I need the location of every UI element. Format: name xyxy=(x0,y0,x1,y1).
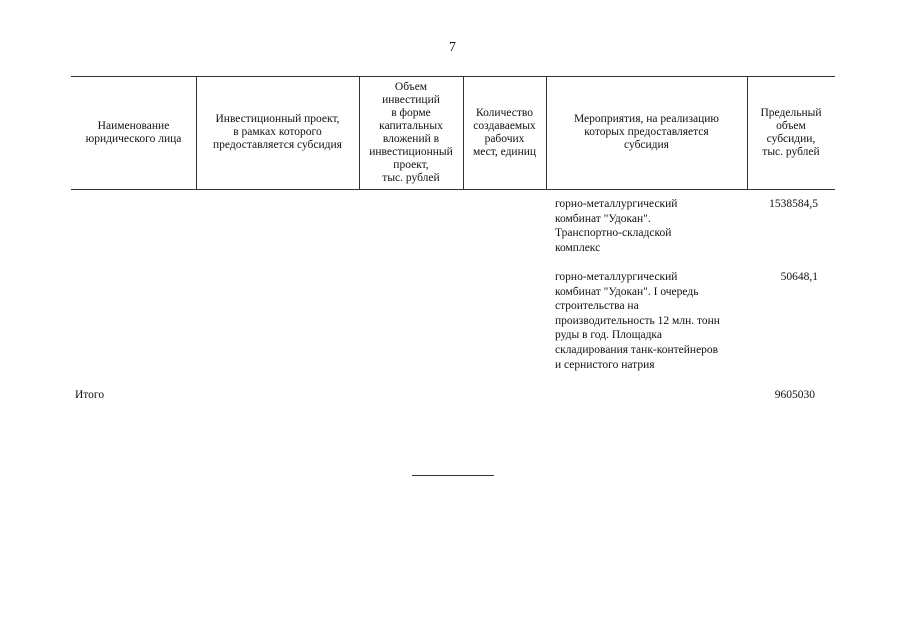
header-subsidy-limit: Предельный объем субсидии, тыс. рублей xyxy=(760,106,822,158)
table-header-rule xyxy=(71,189,835,190)
header-jobs-count: Количество создаваемых рабочих мест, единиц xyxy=(472,106,537,158)
activity-cell: горно-металлургический комбинат "Удокан". I очередь строительства на производительность 12 млн. тонн руды в год. Площадка складирования танк-контейнеров и сернистого натрия xyxy=(555,271,720,371)
header-legal-entity: Наименование юридического лица xyxy=(85,119,182,145)
activity-cell: горно-металлургический комбинат "Удокан". Транспортно-складской комплекс xyxy=(555,198,678,254)
subsidy-amount-cell: 50648,1 xyxy=(780,271,818,283)
subsidy-amount-cell: 1538584,5 xyxy=(769,198,818,210)
page-number: 7 xyxy=(449,40,456,55)
header-activities: Мероприятия, на реализацию которых предоставляется субсидия xyxy=(573,113,720,151)
end-rule xyxy=(412,475,494,476)
total-label: Итого xyxy=(75,389,105,401)
header-investment-volume: Объем инвестиций в форме капитальных вложений в инвестиционный проект, тыс. рублей xyxy=(369,80,453,184)
header-investment-project: Инвестиционный проект, в рамках которого предоставляется субсидия xyxy=(213,113,342,151)
total-value: 9605030 xyxy=(774,389,815,401)
